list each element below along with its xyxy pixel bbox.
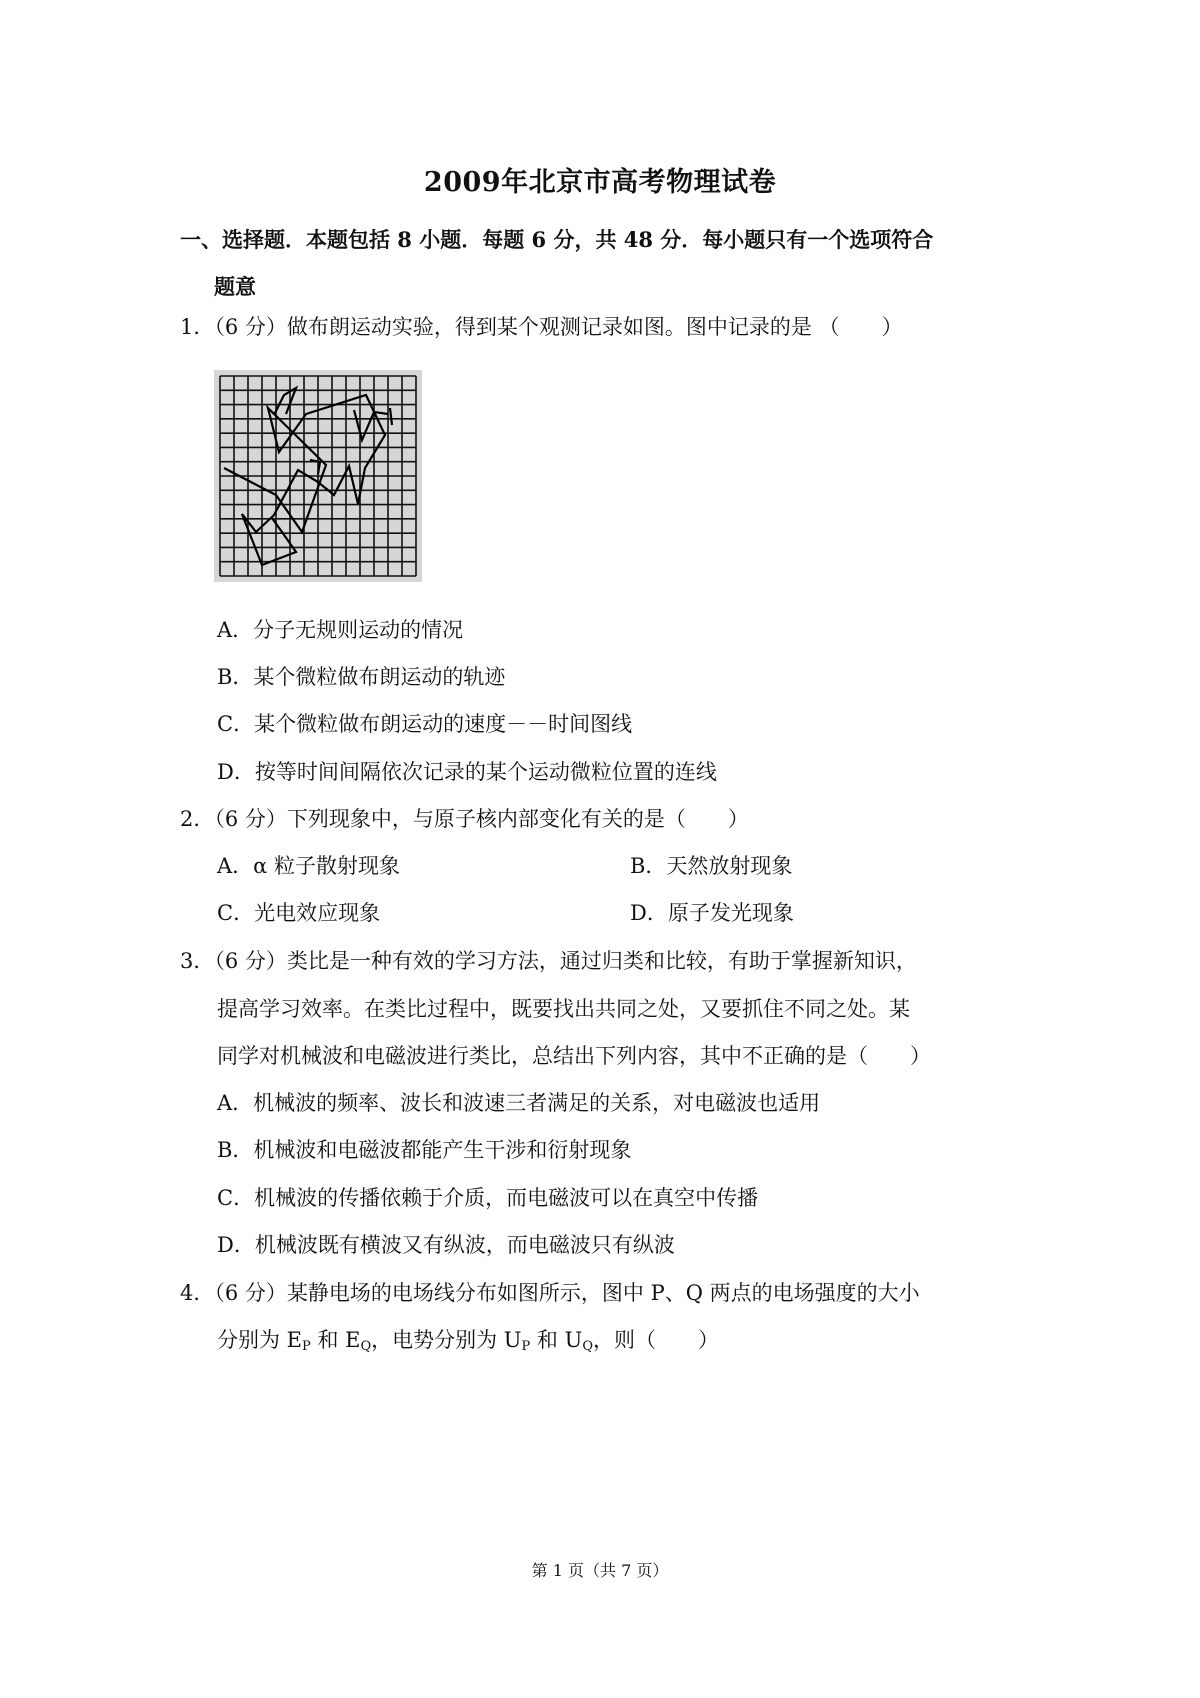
q3-option-d: D．机械波既有横波又有纵波，而电磁波只有纵波 [217, 1233, 675, 1257]
section-heading [180, 216, 1040, 310]
q3-stem-line2: 提高学习效率。在类比过程中，既要找出共同之处，又要抓住不同之处。某 [217, 997, 910, 1021]
q1-option-d: D．按等时间间隔依次记录的某个运动微粒位置的连线 [217, 760, 717, 784]
brownian-motion-figure [214, 370, 422, 582]
q4-text: 和 E [310, 1328, 361, 1352]
q2-option-d: D．原子发光现象 [630, 901, 794, 925]
q1-option-b: B．某个微粒做布朗运动的轨迹 [217, 665, 506, 689]
q3-stem-line3: 同学对机械波和电磁波进行类比，总结出下列内容，其中不正确的是（ ） [217, 1044, 931, 1068]
q3-option-a: A．机械波的频率、波长和波速三者满足的关系，对电磁波也适用 [217, 1091, 821, 1115]
q2-option-c: C．光电效应现象 [217, 901, 381, 925]
q2-option-a: A．α 粒子散射现象 [217, 854, 401, 878]
subscript-p: P [302, 1339, 311, 1354]
q4-stem-line2 [217, 1325, 719, 1355]
q4-text: 分别为 E [217, 1328, 303, 1352]
q4-text: 和 U [530, 1328, 583, 1352]
q3-stem-line1: 3．（6 分）类比是一种有效的学习方法，通过归类和比较，有助于掌握新知识， [180, 949, 917, 973]
page-title: 2009年北京市高考物理试卷 [423, 167, 777, 198]
subscript-p: P [521, 1339, 531, 1354]
q2-stem: 2．（6 分）下列现象中，与原子核内部变化有关的是（ ） [180, 807, 749, 831]
q1-option-c: C．某个微粒做布朗运动的速度－－时间图线 [217, 712, 633, 736]
subscript-q: Q [360, 1339, 372, 1354]
q4-stem-line1: 4．（6 分）某静电场的电场线分布如图所示，图中 P、Q 两点的电场强度的大小 [180, 1281, 920, 1305]
q4-text: ，电势分别为 U [371, 1328, 522, 1352]
q3-option-b: B．机械波和电磁波都能产生干涉和衍射现象 [217, 1138, 632, 1162]
q2-option-b: B．天然放射现象 [630, 854, 793, 878]
page-footer: 第 1 页（共 7 页） [531, 1561, 669, 1580]
q1-stem: 1．（6 分）做布朗运动实验，得到某个观测记录如图。图中记录的是 （ ） [180, 315, 903, 339]
subscript-q: Q [582, 1339, 593, 1354]
section-heading-line1: 一、选择题．本题包括 8 小题．每题 6 分，共 48 分．每小题只有一个选项符合 [180, 227, 934, 252]
q3-option-c: C．机械波的传播依赖于介质，而电磁波可以在真空中传播 [217, 1186, 759, 1210]
q1-option-a: A．分子无规则运动的情况 [217, 618, 464, 642]
section-heading-line2: 题意 [214, 274, 256, 299]
q4-text: ，则（ ） [592, 1328, 719, 1352]
